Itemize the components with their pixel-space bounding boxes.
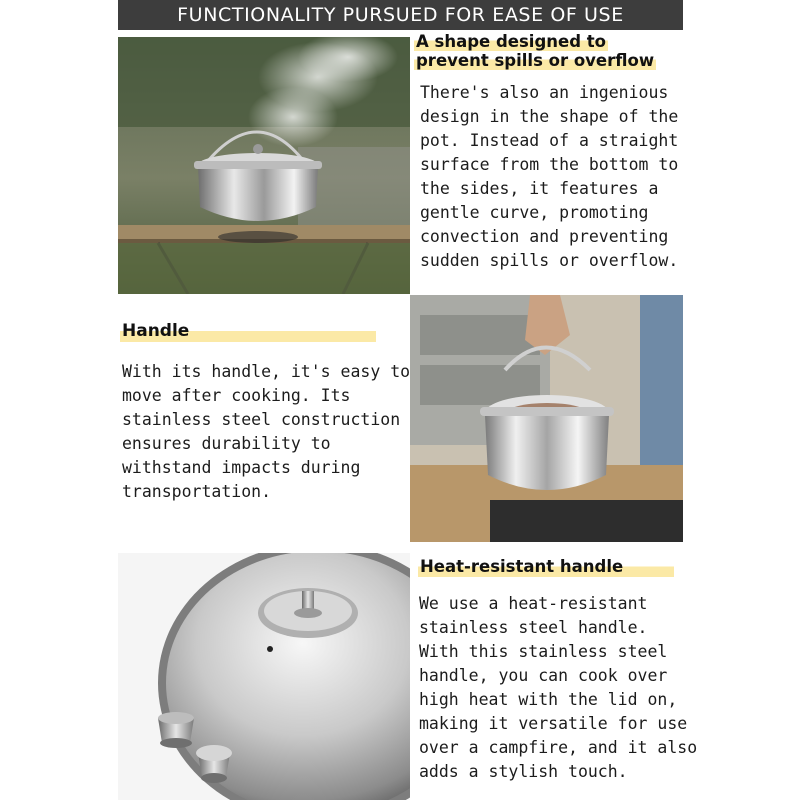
body-line: transportation. — [122, 482, 272, 501]
pot-carried-by-handle-photo — [410, 295, 683, 542]
body-line: pot. Instead of a straight — [420, 131, 679, 150]
section-spill-heading — [414, 33, 656, 71]
body-line: convection and preventing — [420, 227, 669, 246]
body-line: the sides, it features a — [420, 179, 659, 198]
body-line: move after cooking. Its — [122, 386, 351, 405]
body-line: stainless steel construction — [122, 410, 401, 429]
body-line: sudden spills or overflow. — [420, 251, 679, 270]
body-line: ensures durability to — [122, 434, 331, 453]
body-line: over a campfire, and it also — [419, 738, 698, 757]
body-line: With its handle, it's easy to — [122, 362, 411, 381]
section-heat-resistant-body — [419, 592, 697, 784]
section-spill-body — [420, 81, 678, 273]
body-line: With this stainless steel — [419, 642, 668, 661]
body-line: withstand impacts during — [122, 458, 361, 477]
body-line: gentle curve, promoting — [420, 203, 649, 222]
pot-on-camp-table-photo — [118, 37, 410, 294]
lid-and-knobs-photo — [118, 553, 410, 800]
body-line: handle, you can cook over — [419, 666, 668, 685]
body-line: stainless steel handle. — [419, 618, 648, 637]
body-line: We use a heat-resistant — [419, 594, 648, 613]
page-title-banner — [118, 0, 683, 30]
body-line: making it versatile for use — [419, 714, 688, 733]
section-spill-heading-line-2: prevent spills or overflow — [416, 50, 655, 70]
page-title: FUNCTIONALITY PURSUED FOR EASE OF USE — [177, 4, 624, 26]
body-line: There's also an ingenious — [420, 83, 669, 102]
body-line: high heat with the lid on, — [419, 690, 678, 709]
section-handle-heading-text: Handle — [120, 322, 376, 342]
section-heat-resistant-heading-text: Heat-resistant handle — [418, 558, 674, 577]
section-heat-resistant-heading — [418, 558, 674, 577]
section-spill-heading-line-1: A shape designed to — [416, 32, 606, 51]
body-line: surface from the bottom to — [420, 155, 679, 174]
section-handle-heading — [120, 322, 376, 342]
body-line: design in the shape of the — [420, 107, 679, 126]
section-handle-body — [122, 360, 410, 504]
body-line: adds a stylish touch. — [419, 762, 628, 781]
